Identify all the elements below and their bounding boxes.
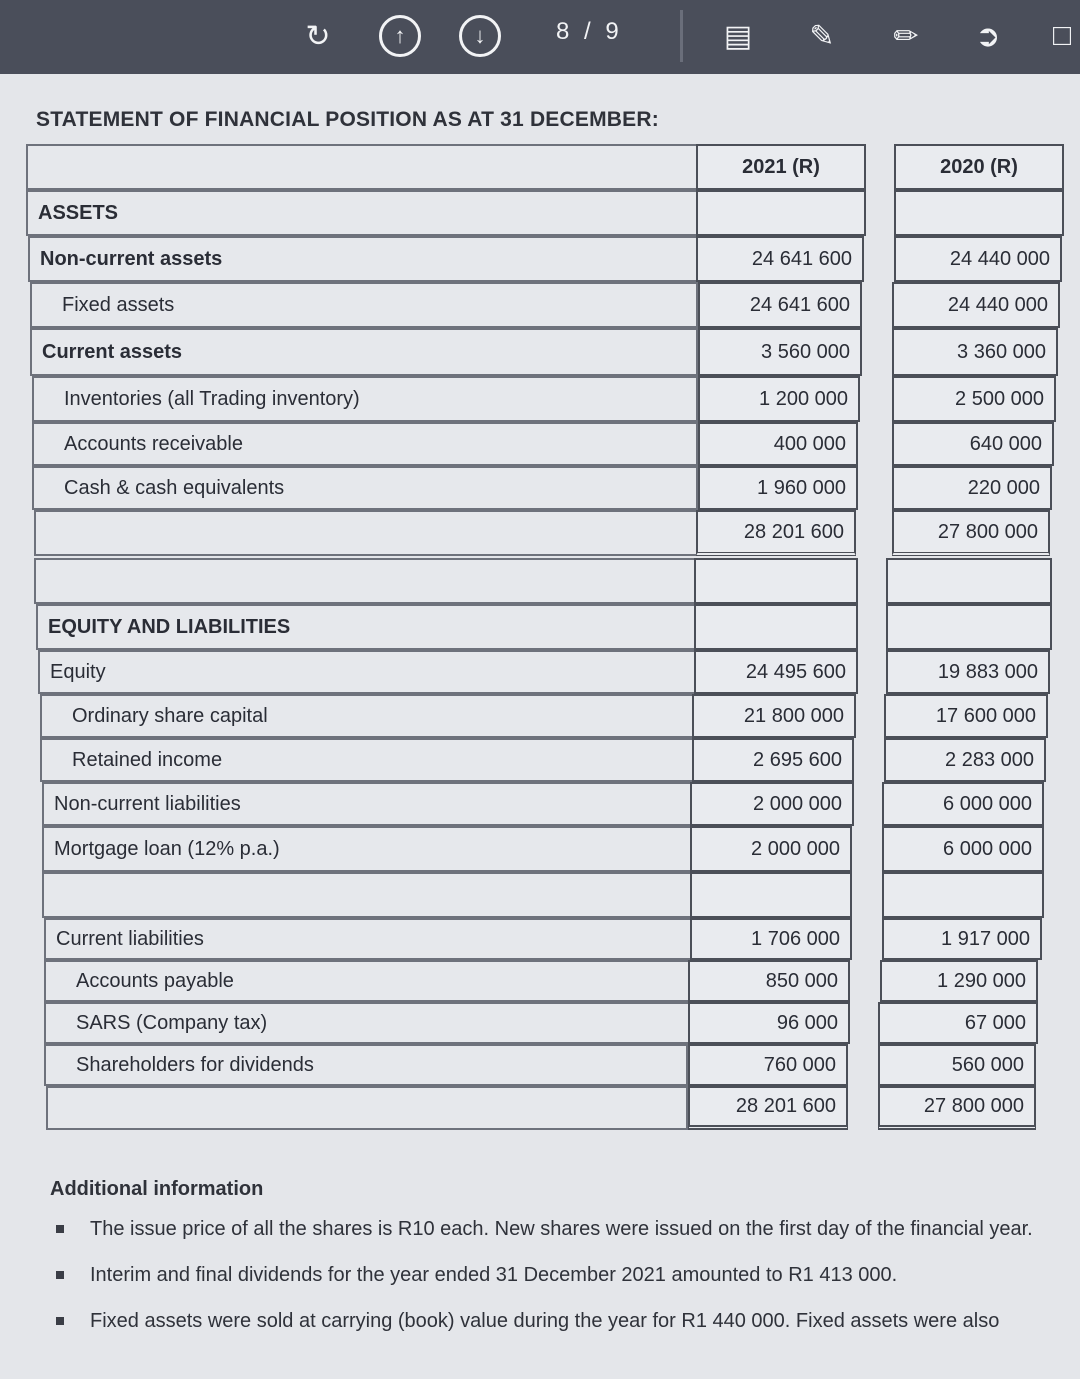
table-row (26, 466, 1066, 510)
table-row (26, 190, 1066, 236)
row-label: Fixed assets (30, 282, 698, 328)
value-2020: 2 283 000 (884, 738, 1046, 782)
value-2020: 24 440 000 (894, 236, 1062, 282)
row-label: Current liabilities (44, 918, 692, 960)
additional-info-title: Additional information (50, 1178, 264, 1200)
table-header-row (26, 144, 1066, 190)
row-label (34, 510, 698, 556)
page-indicator (556, 18, 623, 46)
toolbar-divider (680, 10, 683, 62)
table-row (26, 738, 1066, 782)
info-bullet: Interim and final dividends for the year ended 31 December 2021 amounted to R1 413 000. (50, 1257, 1050, 1293)
value-2020: 6 000 000 (882, 826, 1044, 872)
value-2021: 21 800 000 (692, 694, 856, 738)
table-row (26, 282, 1066, 328)
table-row (26, 558, 1066, 604)
value-2020 (882, 872, 1044, 918)
page-current[interactable]: 8 (556, 18, 574, 45)
info-bullet: The issue price of all the shares is R10 each. New shares were issued on the first day of the financial year. (50, 1211, 1050, 1247)
trash-icon[interactable]: □ (1052, 19, 1072, 52)
row-label: Current assets (30, 328, 698, 376)
table-row (26, 422, 1066, 466)
row-label (34, 558, 696, 604)
value-2021: 1 706 000 (690, 918, 852, 960)
row-label: SARS (Company tax) (44, 1002, 690, 1044)
scroll-up-icon[interactable]: ↑ (378, 14, 422, 58)
value-2021: 24 495 600 (694, 650, 858, 694)
value-2020: 1 917 000 (882, 918, 1042, 960)
value-2021: 400 000 (698, 422, 858, 466)
table-row (26, 918, 1066, 960)
value-2020: 17 600 000 (884, 694, 1048, 738)
value-2020: 2 500 000 (892, 376, 1056, 422)
value-2021: 2 000 000 (690, 826, 852, 872)
table-row (26, 510, 1066, 556)
value-2021: 24 641 600 (696, 236, 864, 282)
value-2020: 1 290 000 (880, 960, 1038, 1002)
row-label: Inventories (all Trading inventory) (32, 376, 698, 422)
row-label: Retained income (40, 738, 694, 782)
value-2021: 2 000 000 (690, 782, 854, 826)
table-row (26, 604, 1066, 650)
value-2020 (894, 190, 1064, 236)
row-label: Equity (38, 650, 696, 694)
row-label: ASSETS (26, 190, 698, 236)
info-bullet: Fixed assets were sold at carrying (book) value during the year for R1 440 000. Fixed assets were also (50, 1303, 1050, 1339)
table-row (26, 1086, 1066, 1130)
row-label: EQUITY AND LIABILITIES (36, 604, 696, 650)
value-2021 (690, 872, 852, 918)
table-row (26, 650, 1066, 694)
viewer-toolbar (0, 0, 1080, 74)
document-page (0, 74, 1080, 1379)
table-row (26, 376, 1066, 422)
col-2021-header: 2021 (R) (696, 144, 866, 190)
comment-icon[interactable]: ▤ (723, 19, 753, 53)
value-2020: 24 440 000 (892, 282, 1060, 328)
edit-icon[interactable]: ✏ (893, 19, 919, 53)
total-equity-liabilities-2020: 27 800 000 (878, 1086, 1036, 1130)
total-assets-2021: 28 201 600 (696, 510, 856, 556)
statement-title: STATEMENT OF FINANCIAL POSITION AS AT 31 DECEMBER: (36, 108, 659, 131)
value-2021: 1 960 000 (698, 466, 858, 510)
value-2020 (886, 558, 1052, 604)
value-2021 (696, 190, 866, 236)
pen-icon[interactable]: ✎ (809, 19, 835, 53)
value-2021: 2 695 600 (692, 738, 854, 782)
row-label: Mortgage loan (12% p.a.) (42, 826, 692, 872)
table-row (26, 1002, 1066, 1044)
header-blank-cell (26, 144, 698, 190)
row-label (42, 872, 692, 918)
row-label: Cash & cash equivalents (32, 466, 698, 510)
total-equity-liabilities-2021: 28 201 600 (688, 1086, 848, 1130)
table-row (26, 782, 1066, 826)
value-2020: 560 000 (878, 1044, 1036, 1086)
table-row (26, 1044, 1066, 1086)
value-2020: 640 000 (892, 422, 1054, 466)
value-2021 (694, 604, 858, 650)
page-total: / 9 (584, 18, 623, 45)
value-2021: 3 560 000 (698, 328, 862, 376)
value-2020: 19 883 000 (886, 650, 1050, 694)
table-row (26, 236, 1066, 282)
value-2021: 96 000 (688, 1002, 850, 1044)
row-label: Shareholders for dividends (44, 1044, 688, 1086)
value-2021: 24 641 600 (698, 282, 862, 328)
value-2020: 6 000 000 (882, 782, 1044, 826)
value-2020 (886, 604, 1052, 650)
export-icon[interactable]: ➲ (975, 19, 1001, 53)
row-label: Ordinary share capital (40, 694, 694, 738)
total-assets-2020: 27 800 000 (892, 510, 1050, 556)
value-2021 (694, 558, 858, 604)
table-row (26, 328, 1066, 376)
value-2020: 3 360 000 (892, 328, 1058, 376)
value-2021: 760 000 (688, 1044, 848, 1086)
additional-information (50, 1178, 1050, 1349)
redo-icon[interactable]: ↻ (305, 19, 331, 53)
table-row (26, 960, 1066, 1002)
value-2020: 67 000 (878, 1002, 1038, 1044)
table-row (26, 826, 1066, 872)
table-row (26, 694, 1066, 738)
value-2021: 850 000 (688, 960, 850, 1002)
row-label: Non-current liabilities (42, 782, 692, 826)
row-label: Non-current assets (28, 236, 698, 282)
row-label: Accounts payable (44, 960, 690, 1002)
value-2020: 220 000 (892, 466, 1052, 510)
row-label: Accounts receivable (32, 422, 698, 466)
value-2021: 1 200 000 (698, 376, 860, 422)
col-2020-header: 2020 (R) (894, 144, 1064, 190)
row-label (46, 1086, 688, 1130)
table-row (26, 872, 1066, 918)
scroll-down-icon[interactable]: ↓ (458, 14, 502, 58)
